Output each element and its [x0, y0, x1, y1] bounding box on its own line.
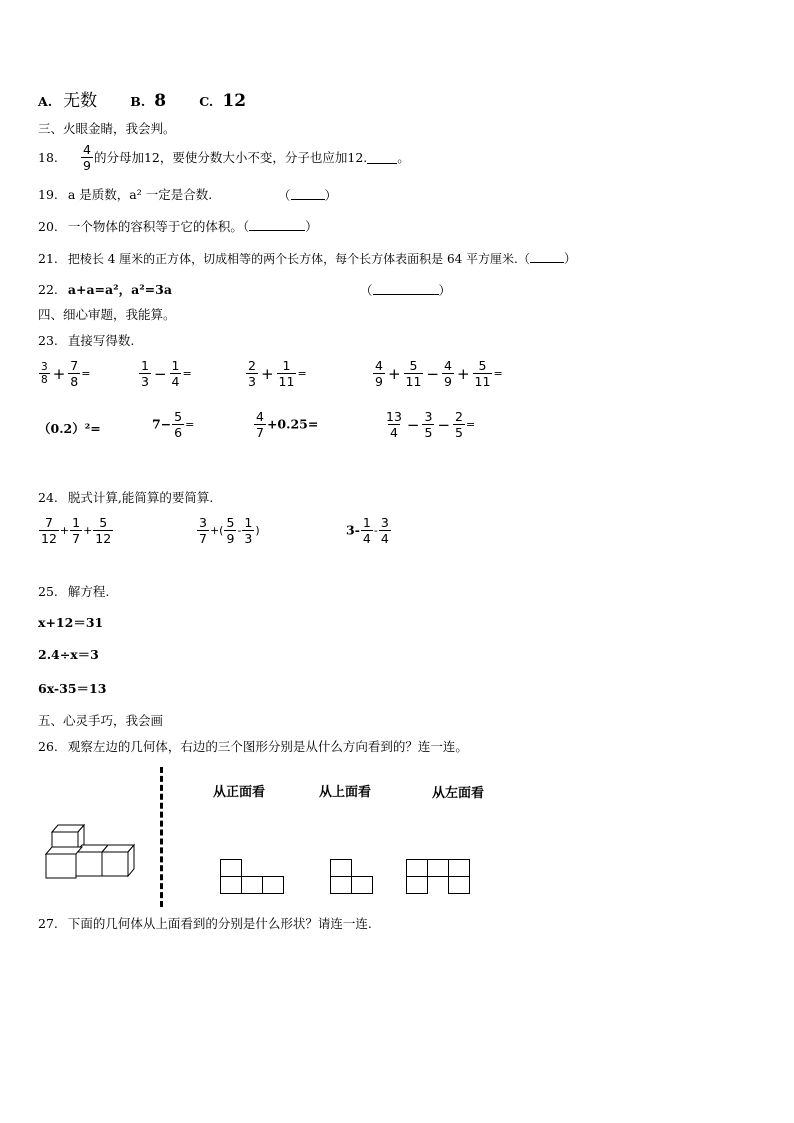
fraction	[246, 358, 258, 389]
cube	[102, 852, 128, 876]
denominator: 4	[380, 531, 389, 546]
grid-cell	[220, 859, 242, 877]
q23-expr-5: （0.2）²=	[38, 421, 101, 436]
fraction	[404, 358, 424, 389]
q21-text: 把棱长 4 厘米的正方体，切成相等的两个长方体，每个长方体表面积是 64 平方厘米.（	[67, 252, 530, 266]
question-21	[38, 250, 576, 267]
q24-number: 24.	[38, 490, 58, 505]
fraction	[361, 515, 373, 546]
numerator: 1	[282, 358, 291, 373]
equals: =	[465, 418, 476, 431]
q27-text: 下面的几何体从上面看到的分别是什么形状？请连一连.	[67, 916, 372, 931]
denominator: 5	[455, 425, 463, 440]
fraction	[70, 515, 82, 546]
operator: +	[456, 364, 470, 383]
q23-expr-7	[253, 409, 318, 440]
numerator: 7	[44, 515, 53, 530]
option-b-text: 8	[154, 91, 167, 111]
section4-title: 四、细心审题，我能算。	[38, 307, 176, 322]
q19-answer	[278, 187, 337, 204]
operator: −	[437, 415, 451, 434]
option-c-letter: C.	[199, 94, 214, 109]
paren-right: ）	[324, 188, 338, 203]
numerator: 4	[375, 358, 383, 373]
operator: −	[153, 364, 167, 383]
view-figure-1[interactable]	[220, 859, 288, 897]
numerator: 7	[70, 358, 79, 373]
fraction	[373, 358, 385, 389]
question-22	[38, 282, 172, 298]
denominator: 7	[72, 531, 81, 546]
numerator: 4	[83, 142, 91, 157]
q20-number: 20.	[38, 219, 58, 234]
fraction	[68, 358, 80, 389]
fraction	[93, 515, 113, 546]
fraction	[224, 515, 236, 546]
equals: =	[493, 367, 503, 380]
denominator: 5	[424, 425, 433, 440]
grid-cell	[262, 876, 284, 894]
grid-cell	[427, 859, 449, 877]
q19-answer-blank[interactable]	[291, 187, 325, 200]
denominator: 9	[226, 531, 235, 546]
q23-expr-1	[38, 358, 90, 389]
operator: +	[387, 364, 401, 383]
q25-title: 解方程.	[67, 584, 110, 599]
view-figure-2[interactable]	[330, 859, 376, 897]
cube-top	[46, 847, 82, 854]
fraction	[384, 409, 404, 440]
fraction	[197, 515, 209, 546]
q25-equation-1: x+12＝31	[38, 615, 104, 630]
denominator: 3	[141, 374, 149, 389]
q20-text: 一个物体的容积等于它的体积。（	[67, 219, 250, 234]
view-figure-3[interactable]	[406, 859, 474, 897]
paren-close: )	[255, 524, 260, 537]
grid-cell	[351, 876, 373, 894]
grid-cell	[448, 859, 470, 877]
paren-right: ）	[563, 251, 577, 266]
fraction	[473, 358, 493, 389]
question-27	[38, 916, 372, 932]
q23-expr-2	[138, 358, 192, 389]
option-b-letter: B.	[130, 94, 146, 109]
grid-cell	[220, 876, 242, 894]
numerator: 5	[99, 515, 108, 530]
numerator: 1	[171, 358, 180, 373]
numerator: 4	[444, 358, 452, 373]
numerator: 2	[455, 409, 463, 424]
numerator: 2	[248, 358, 256, 373]
fraction	[277, 358, 297, 389]
q18-answer-blank[interactable]	[367, 151, 397, 164]
paren-left: （	[278, 188, 291, 203]
label-top-view: 从上面看	[319, 785, 372, 800]
fraction	[242, 515, 254, 546]
denominator: 3	[248, 374, 256, 389]
q21-answer-blank[interactable]	[530, 250, 564, 263]
q26-number: 26.	[38, 739, 58, 754]
paren-right: ）	[305, 219, 318, 234]
fraction	[254, 409, 266, 440]
operator: +	[59, 524, 70, 537]
numerator: 5	[409, 358, 418, 373]
section5-title: 五、心灵手巧，我会画	[38, 713, 164, 728]
suffix: +0.25=	[266, 416, 319, 432]
numerator: 4	[256, 409, 264, 424]
q22-answer	[360, 282, 451, 299]
question-26	[38, 739, 468, 755]
q20-answer-blank[interactable]	[249, 218, 305, 231]
q22-answer-blank[interactable]	[373, 282, 439, 295]
prefix: 7−	[152, 416, 172, 432]
denominator: 7	[199, 531, 207, 546]
q19-number: 19.	[38, 187, 58, 202]
question-19	[38, 187, 212, 203]
denominator: 9	[444, 374, 452, 389]
operator: +(	[209, 524, 224, 537]
fraction	[170, 358, 182, 389]
q26-text: 观察左边的几何体，右边的三个图形分别是从什么方向看到的？连一连。	[67, 739, 468, 754]
dashed-divider	[160, 767, 163, 907]
denominator: 9	[375, 374, 383, 389]
q23-expr-4	[372, 358, 503, 389]
q23-expr-8	[383, 409, 475, 440]
equals: =	[81, 367, 91, 380]
denominator: 9	[83, 158, 91, 173]
question-20	[38, 218, 318, 235]
denominator: 11	[474, 374, 491, 389]
q25-equation-2: 2.4÷x＝3	[38, 647, 99, 662]
denominator: 6	[174, 425, 183, 440]
q19-text: a 是质数，a² 一定是合数.	[67, 187, 213, 202]
numerator: 1	[362, 515, 371, 530]
q18-number: 18.	[38, 149, 58, 165]
denominator: 12	[95, 531, 112, 546]
cube	[76, 852, 102, 876]
numerator: 1	[141, 358, 149, 373]
numerator: 13	[386, 409, 402, 424]
denominator: 11	[405, 374, 422, 389]
question-18	[38, 142, 410, 173]
q27-number: 27.	[38, 916, 58, 931]
label-left-view: 从左面看	[432, 786, 485, 801]
q23-title: 直接写得数.	[67, 333, 135, 348]
denominator: 4	[362, 531, 371, 546]
fraction	[39, 515, 59, 546]
denominator: 12	[41, 531, 57, 546]
q23-number: 23.	[38, 333, 58, 348]
solid-figure	[40, 820, 144, 884]
option-a-letter: A.	[38, 94, 53, 109]
numerator: 5	[174, 409, 183, 424]
operator: +	[83, 524, 93, 537]
numerator: 1	[244, 515, 253, 530]
operator: +	[260, 364, 274, 383]
denominator: 8	[41, 374, 48, 386]
denominator: 8	[70, 374, 79, 389]
section3-title: 三、火眼金睛，我会判。	[38, 121, 176, 136]
grid-cell	[330, 859, 352, 877]
q24-expr-2	[196, 515, 260, 546]
equals: =	[185, 418, 195, 431]
label-front-view: 从正面看	[213, 785, 266, 800]
grid-cell	[406, 859, 428, 877]
option-c-text: 12	[222, 91, 247, 111]
paren-left: （	[360, 283, 373, 298]
operator: -	[373, 524, 378, 537]
option-a-text: 无数	[63, 91, 98, 111]
numerator: 5	[478, 358, 487, 373]
question-24-title	[38, 490, 213, 506]
q24-expr-3	[346, 515, 392, 546]
operator: +	[52, 364, 66, 383]
denominator: 4	[389, 425, 398, 440]
denominator: 3	[244, 531, 253, 546]
grid-cell	[406, 876, 428, 894]
fraction	[379, 515, 391, 546]
numerator: 3	[199, 515, 207, 530]
q18-end: 。	[397, 149, 410, 165]
question-23-title	[38, 333, 134, 349]
fraction	[453, 409, 465, 440]
numerator: 5	[226, 515, 235, 530]
denominator: 4	[171, 374, 180, 389]
equals: =	[182, 367, 192, 380]
q23-expr-6	[152, 409, 194, 440]
q21-number: 21.	[38, 251, 58, 266]
q18-fraction	[81, 142, 93, 173]
paren-right: ）	[438, 283, 452, 298]
q25-equation-3: 6x-35＝13	[38, 681, 107, 696]
numerator: 1	[72, 515, 81, 530]
cube	[46, 854, 76, 878]
fraction	[39, 361, 50, 386]
operator: −	[406, 415, 420, 434]
fraction	[172, 409, 184, 440]
options-row	[38, 86, 247, 111]
grid-cell	[330, 876, 352, 894]
q24-title: 脱式计算,能简算的要简算.	[67, 490, 214, 505]
q22-number: 22.	[38, 282, 58, 297]
q24-expr-1	[38, 515, 114, 546]
q23-expr-3	[245, 358, 307, 389]
question-25-title	[38, 584, 109, 600]
equals: =	[297, 367, 307, 380]
operator: -	[237, 524, 242, 537]
numerator: 3	[41, 361, 48, 373]
numerator: 3	[424, 409, 433, 424]
q25-number: 25.	[38, 584, 58, 599]
q18-text: 的分母加12，要使分数大小不变，分子也应加12.	[93, 149, 368, 165]
fraction	[422, 409, 434, 440]
prefix: 3-	[346, 522, 360, 538]
grid-cell	[448, 876, 470, 894]
denominator: 7	[256, 425, 264, 440]
numerator: 3	[380, 515, 389, 530]
fraction	[139, 358, 151, 389]
fraction	[442, 358, 454, 389]
denominator: 11	[278, 374, 295, 389]
q22-text: a+a=a²，a²=3a	[67, 282, 172, 297]
grid-cell	[241, 876, 263, 894]
operator: −	[426, 364, 440, 383]
